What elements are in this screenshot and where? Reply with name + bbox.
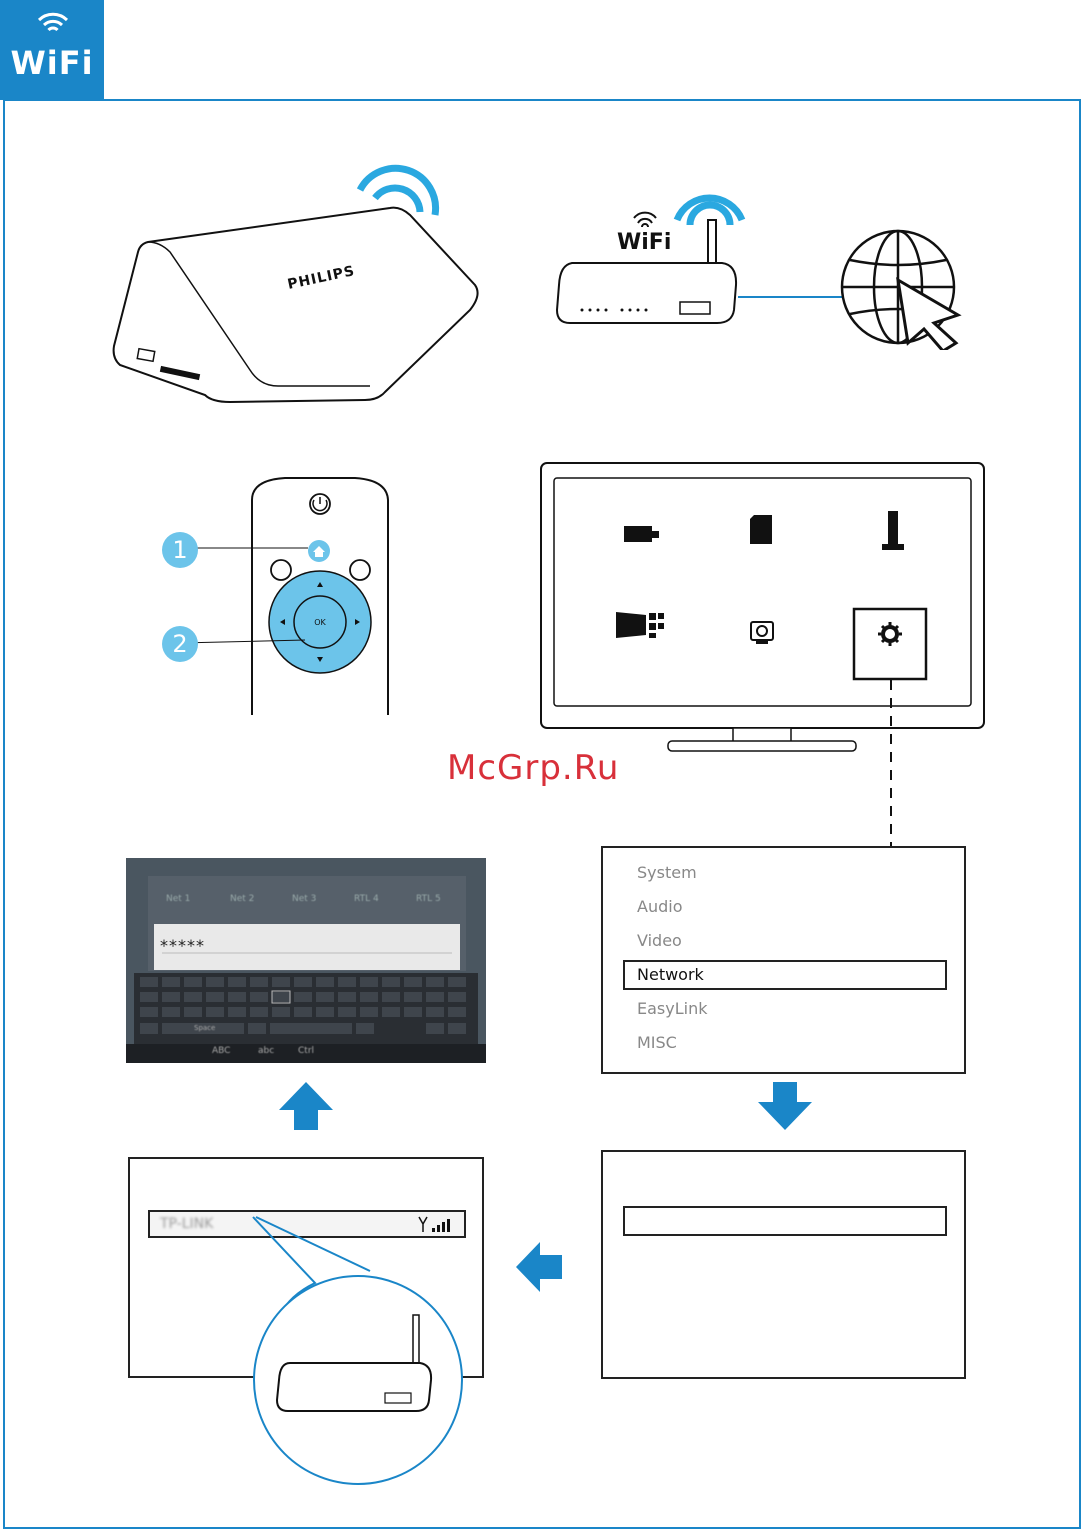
menu-item-system[interactable]: System	[637, 863, 697, 882]
remote-control-illustration	[155, 470, 395, 720]
settings-menu	[601, 846, 966, 1074]
wifi-icon	[36, 8, 70, 38]
network-option-selected[interactable]	[623, 1206, 947, 1236]
dashed-connector	[886, 680, 896, 850]
left-arrow-icon	[516, 1242, 562, 1292]
password-keyboard-screen	[126, 858, 486, 1063]
step-1-badge: 1	[162, 532, 198, 568]
router-illustration	[552, 185, 752, 330]
cursor-icon	[898, 280, 958, 350]
internet-connection-illustration	[738, 225, 978, 350]
network-submenu	[601, 1150, 966, 1379]
kb-mode-abc-upper[interactable]: ABC	[212, 1046, 231, 1056]
password-field[interactable]: *****	[160, 936, 205, 955]
down-arrow-icon	[758, 1082, 812, 1130]
wifi-badge	[0, 0, 104, 100]
menu-item-network[interactable]: Network	[637, 965, 704, 984]
menu-item-audio[interactable]: Audio	[637, 897, 683, 916]
router-wifi-label: WiFi	[617, 230, 672, 255]
ssid-name: TP-LINK	[160, 1216, 214, 1232]
tv-illustration	[538, 460, 988, 755]
kb-tab-5[interactable]: RTL 5	[416, 894, 441, 904]
philips-brand: PHILIPS	[286, 263, 357, 293]
step-2-badge: 2	[162, 626, 198, 662]
back-button	[271, 560, 291, 580]
badge-label: WiFi	[10, 44, 94, 82]
keyboard-mode-bar	[126, 1044, 486, 1063]
kb-tab-4[interactable]: RTL 4	[354, 894, 379, 904]
router-callout	[250, 1215, 470, 1515]
kb-mode-ctrl[interactable]: Ctrl	[298, 1046, 315, 1056]
menu-item-video[interactable]: Video	[637, 931, 682, 950]
space-key[interactable]: Space	[194, 1024, 216, 1032]
menu-item-misc[interactable]: MISC	[637, 1033, 677, 1052]
kb-tab-3[interactable]: Net 3	[292, 894, 317, 904]
ok-label: OK	[314, 618, 326, 627]
kb-tab-2[interactable]: Net 2	[230, 894, 255, 904]
kb-mode-abc-lower[interactable]: abc	[258, 1046, 275, 1056]
kb-tab-1[interactable]: Net 1	[166, 894, 191, 904]
menu-item-easylink[interactable]: EasyLink	[637, 999, 708, 1018]
keyboard-background	[126, 858, 486, 1063]
watermark: McGrp.Ru	[447, 748, 620, 788]
up-arrow-icon	[279, 1082, 333, 1130]
options-button	[350, 560, 370, 580]
sd-card-icon	[750, 515, 772, 544]
